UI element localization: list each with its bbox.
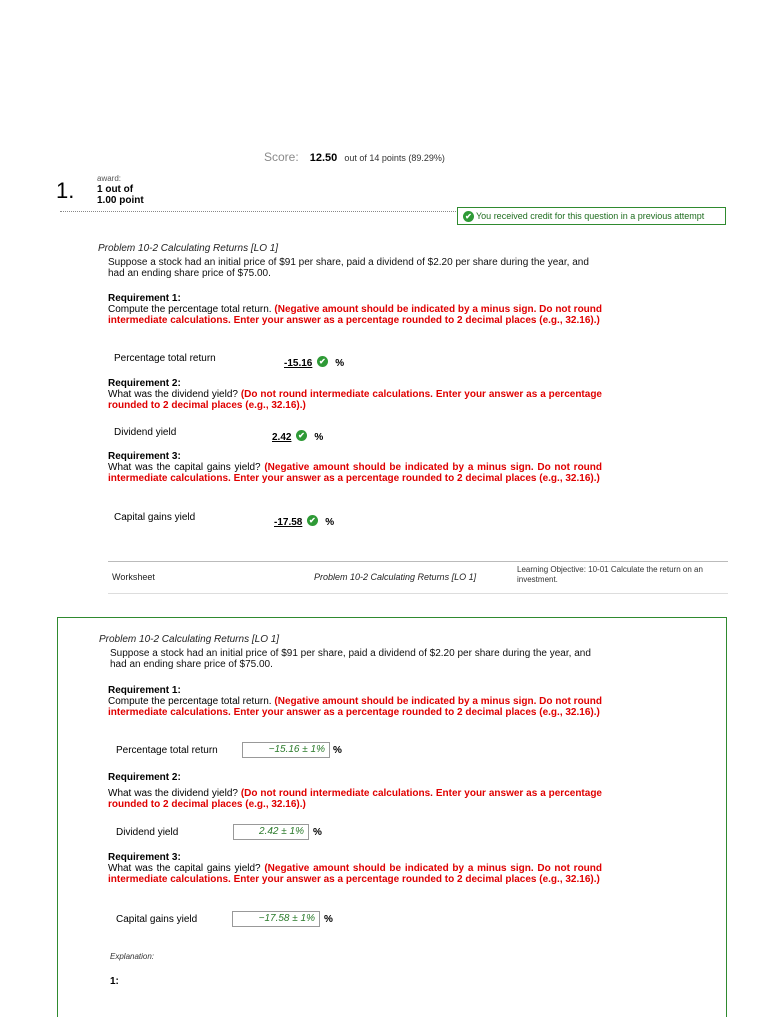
solution-label-dividend-yield: Dividend yield: [116, 827, 179, 838]
percent-sign: %: [335, 358, 345, 369]
check-circle-icon: ✔: [307, 515, 318, 526]
requirement-question: What was the dividend yield?: [108, 788, 238, 799]
award-value: 1 out of: [97, 184, 134, 195]
answer-row-total-return: [284, 353, 344, 371]
solution-box-dividend-yield: 2.42 ± 1%: [233, 824, 309, 840]
credit-notice: [457, 207, 726, 225]
answer-value: -15.16: [284, 358, 313, 369]
worksheet-problem: Problem 10-2 Calculating Returns [LO 1]: [314, 572, 477, 582]
requirement-instruction: (Negative amount should be indicated by a minus sign. Do not round intermediate calculations. Enter your answer as a percentage rounded to 2 decimal places (e.g., 32.16).): [108, 863, 603, 885]
requirement-heading: Requirement 1:: [108, 293, 181, 304]
score-label: Score:: [264, 150, 299, 164]
worksheet-divider-bottom: [108, 593, 728, 594]
answer-label-total-return: Percentage total return: [114, 353, 216, 364]
answer-label-capital-gains: Capital gains yield: [114, 512, 196, 523]
answer-value: 2.42: [272, 432, 292, 443]
question-number: 1.: [56, 178, 75, 203]
problem-text: Suppose a stock had an initial price of $91 per share, paid a dividend of $2.20 per share during the year, and had an ending share price of $75.00.: [108, 257, 589, 279]
percent-sign: %: [313, 827, 322, 838]
award-total: 1.00 point: [97, 195, 144, 206]
requirement-1: [108, 293, 602, 326]
requirement-text: [108, 304, 602, 326]
requirement-heading: Requirement 3:: [108, 852, 181, 863]
requirement-text: [108, 788, 602, 810]
award-block: [97, 173, 144, 206]
requirement-text: [108, 462, 602, 484]
requirement-3: [108, 451, 602, 484]
solution-box-capital-gains: −17.58 ± 1%: [232, 911, 320, 927]
percent-sign: %: [314, 432, 324, 443]
requirement-question: What was the dividend yield?: [108, 389, 238, 400]
check-circle-icon: ✔: [463, 211, 474, 222]
worksheet-label[interactable]: Worksheet: [112, 572, 155, 582]
score-value: 12.50: [309, 152, 338, 164]
score-detail: out of 14 points (89.29%): [344, 153, 445, 163]
requirement-text: [108, 696, 602, 718]
requirement-instruction: (Do not round intermediate calculations. Enter your answer as a percentage rounded to 2 decimal places (e.g., 32.16).): [108, 389, 602, 411]
credit-message: You received credit for this question in a previous attempt: [476, 211, 705, 221]
answer-label-dividend-yield: Dividend yield: [114, 427, 177, 438]
learning-objective: Learning Objective: 10-01 Calculate the return on an investment.: [517, 565, 703, 584]
solution-requirement-2: [108, 772, 602, 810]
solution-label-capital-gains: Capital gains yield: [116, 914, 198, 925]
solution-box-total-return: −15.16 ± 1%: [242, 742, 330, 758]
answer-row-dividend-yield: [272, 427, 323, 445]
solution-problem-text: Suppose a stock had an initial price of $91 per share, paid a dividend of $2.20 per share during the year, and had an ending share price of $75.00.: [110, 648, 591, 670]
requirement-2: [108, 378, 602, 411]
percent-sign: %: [325, 517, 335, 528]
requirement-question: What was the capital gains yield?: [108, 863, 261, 874]
header-divider: [60, 211, 456, 212]
requirement-question: Compute the percentage total return.: [108, 696, 272, 707]
solution-requirement-1: [108, 685, 602, 718]
requirement-text: [108, 389, 602, 411]
answer-row-capital-gains: [274, 512, 334, 530]
requirement-question: Compute the percentage total return.: [108, 304, 272, 315]
requirement-heading: Requirement 1:: [108, 685, 181, 696]
requirement-heading: Requirement 2:: [108, 378, 181, 389]
explanation-step-1: 1:: [110, 976, 119, 987]
requirement-instruction: (Do not round intermediate calculations. Enter your answer as a percentage rounded to 2 decimal places (e.g., 32.16).): [108, 788, 602, 810]
percent-sign: %: [324, 914, 333, 925]
score-line: [264, 150, 445, 164]
requirement-instruction: (Negative amount should be indicated by a minus sign. Do not round intermediate calculations. Enter your answer as a percentage rounded to 2 decimal places (e.g., 32.16).): [108, 462, 603, 484]
problem-title: Problem 10-2 Calculating Returns [LO 1]: [98, 243, 279, 254]
award-label: award:: [97, 174, 122, 183]
requirement-instruction: (Negative amount should be indicated by a minus sign. Do not round intermediate calculations. Enter your answer as a percentage rounded to 2 decimal places (e.g., 32.16).): [108, 304, 602, 326]
worksheet-divider-top: [108, 561, 728, 562]
solution-problem-title: Problem 10-2 Calculating Returns [LO 1]: [99, 634, 280, 645]
answer-value: -17.58: [274, 517, 303, 528]
check-circle-icon: ✔: [296, 430, 307, 441]
requirement-heading: Requirement 2:: [108, 772, 181, 783]
requirement-question: What was the capital gains yield?: [108, 462, 261, 473]
solution-panel: [57, 617, 727, 1017]
explanation-label: Explanation:: [110, 952, 155, 961]
requirement-text: [108, 863, 602, 885]
percent-sign: %: [333, 745, 342, 756]
requirement-instruction: (Negative amount should be indicated by a minus sign. Do not round intermediate calculations. Enter your answer as a percentage rounded to 2 decimal places (e.g., 32.16).): [108, 696, 602, 718]
check-circle-icon: ✔: [317, 356, 328, 367]
requirement-heading: Requirement 3:: [108, 451, 181, 462]
solution-label-total-return: Percentage total return: [116, 745, 218, 756]
solution-requirement-3: [108, 852, 602, 885]
